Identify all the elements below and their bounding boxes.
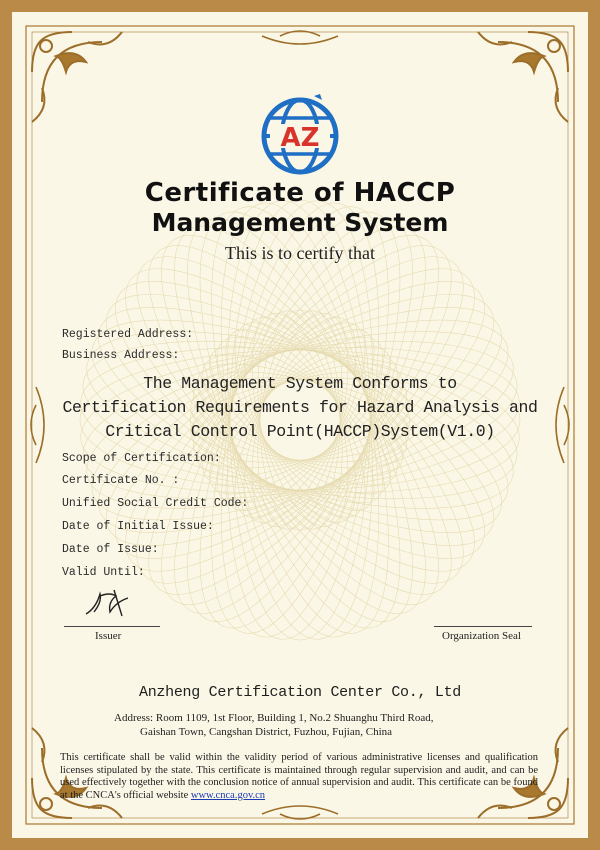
seal-caption: Organization Seal (442, 630, 521, 642)
conformity-line3: Critical Control Point(HACCP)System(V1.0) (105, 422, 495, 441)
footer-notice (60, 752, 538, 802)
certificate-title-line2: Management System (151, 208, 449, 237)
scope-label: Scope of Certification: (62, 452, 221, 465)
conformity-line1: The Management System Conforms to (143, 374, 457, 393)
az-globe-logo-icon (256, 92, 344, 176)
center-address-line1: Address: Room 1109, 1st Floor, Building 1, No.2 Shuanghu Third Road, (114, 712, 434, 724)
seal-line (434, 626, 532, 627)
valid-until-label: Valid Until: (62, 566, 145, 579)
registered-address-label: Registered Address: (62, 328, 194, 341)
business-address-label: Business Address: (62, 349, 180, 362)
cnca-website-link[interactable]: www.cnca.gov.cn (190, 789, 266, 801)
issue-date-label: Date of Issue: (62, 543, 159, 556)
footer-text: This certificate shall be valid within the validity period of various administrative licenses and qualification licenses stipulated by the state. This certificate is maintained through regular supervision and audit, and can be used effectively together with the conclusion notice of annual supervision and audit. This certificate can be found at the CNCA's official website (60, 752, 538, 801)
conformity-line2: Certification Requirements for Hazard Analysis and (62, 398, 538, 417)
certificate-title-line1: Certificate of HACCP (144, 178, 456, 208)
issuer-caption: Issuer (95, 630, 122, 642)
certificate-no-label: Certificate No. : (62, 474, 180, 487)
center-address-line2: Gaishan Town, Cangshan District, Fuzhou, Fujian, China (140, 726, 393, 738)
issuer-signature-icon (80, 584, 140, 624)
logo-text: AZ (280, 123, 320, 153)
issuer-line (64, 626, 160, 627)
certification-center-name: Anzheng Certification Center Co., Ltd (139, 684, 461, 701)
certify-statement: This is to certify that (225, 243, 375, 263)
initial-issue-label: Date of Initial Issue: (62, 520, 214, 533)
credit-code-label: Unified Social Credit Code: (62, 497, 249, 510)
